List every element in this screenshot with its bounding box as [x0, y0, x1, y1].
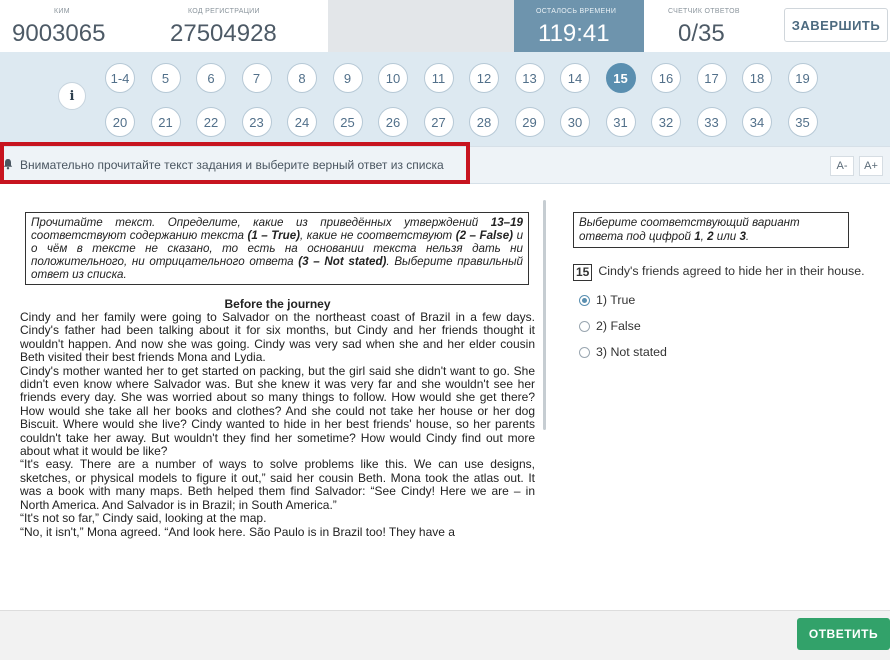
task-text: соответствуют содержанию текста: [31, 229, 248, 242]
question-nav-31[interactable]: 31: [606, 107, 636, 137]
question-statement: [573, 263, 873, 281]
option-number: 1: [694, 230, 701, 243]
answer-option[interactable]: [579, 293, 873, 307]
question-nav-20[interactable]: 20: [105, 107, 135, 137]
highlight-box: [0, 142, 470, 184]
finish-button[interactable]: ЗАВЕРШИТЬ: [784, 8, 888, 42]
story-paragraph: “It's not so far,” Cindy said, looking at the map.: [20, 511, 267, 526]
task-instruction: [25, 212, 529, 285]
question-instruction-text: ,: [700, 230, 708, 243]
task-text: Прочитайте текст. Определите, какие из приведённых утверждений: [31, 216, 491, 229]
question-nav-29[interactable]: 29: [515, 107, 545, 137]
question-instruction-text: Выберите соответствующий вариант ответа под цифрой: [579, 216, 800, 243]
question-number: 15: [573, 264, 592, 281]
story-paragraph: Cindy and her family were going to Salvador on the northeast coast of Brazil in a few days. Cindy's father had been talking about it for six months, but Cindy and her friends thought it wouldn't happen. And now she was going. Cindy was very sad when she and her elder cousin Beth visited their best friends Mona and Lydia.: [20, 310, 535, 365]
question-nav-34[interactable]: 34: [742, 107, 772, 137]
answer-option[interactable]: [579, 319, 873, 333]
timer-value: 119:41: [538, 20, 610, 47]
story-paragraph: Cindy's mother wanted her to get started on packing, but the girl said she didn't want to go. She didn't even know where Salvador was. But she knew it was very far and she wouldn't see her friends every day. She was worried about so many things to follow. How would she get there? How would she take all her books and clothes? And she could not take her house or her dog Biscuit. Where would she live? Cindy wanted to hide in her best friends' house, so her parents couldn't take her away. But wouldn't they find her sometime? How would Cindy find out more about what it would be like?: [20, 363, 535, 459]
question-nav-8[interactable]: 8: [287, 63, 317, 93]
question-nav-32[interactable]: 32: [651, 107, 681, 137]
task-not-stated-label: (3 – Not stated): [298, 255, 387, 268]
question-nav-33[interactable]: 33: [697, 107, 727, 137]
question-nav-25[interactable]: 25: [333, 107, 363, 137]
kim-value: 9003065: [12, 20, 106, 47]
registration-label: КОД РЕГИСТРАЦИИ: [188, 8, 260, 15]
footer-bar: [0, 610, 890, 660]
task-text: . Выберите правильный ответ из списка.: [31, 255, 524, 281]
header-spacer: [328, 0, 514, 52]
answer-options: [573, 293, 873, 359]
answer-option-label: 1) True: [596, 293, 636, 307]
question-nav-13[interactable]: 13: [515, 63, 545, 93]
question-instruction-text: .: [745, 230, 750, 243]
question-instruction-text: или: [713, 230, 740, 243]
info-button[interactable]: i: [58, 82, 86, 110]
radio-button[interactable]: [579, 295, 590, 306]
task-true-label: (1 – True): [247, 229, 301, 242]
question-nav-30[interactable]: 30: [560, 107, 590, 137]
question-nav-18[interactable]: 18: [742, 63, 772, 93]
reading-scrollbar[interactable]: [543, 200, 546, 430]
option-number: 3: [739, 230, 746, 243]
question-nav-17[interactable]: 17: [697, 63, 727, 93]
story-text: [20, 311, 535, 539]
task-text: , какие не соответствуют: [300, 229, 456, 242]
question-nav-14[interactable]: 14: [560, 63, 590, 93]
answer-counter-value: 0/35: [678, 20, 725, 47]
task-range: 13–19: [490, 216, 523, 229]
question-nav-9[interactable]: 9: [333, 63, 363, 93]
radio-button[interactable]: [579, 347, 590, 358]
story-paragraph: “No, it isn't,” Mona agreed. “And look here. São Paulo is in Brazil too! They have a: [20, 524, 455, 539]
task-false-label: (2 – False): [455, 229, 514, 242]
question-nav-11[interactable]: 11: [424, 63, 454, 93]
font-increase-button[interactable]: A+: [859, 156, 883, 176]
question-nav-26[interactable]: 26: [378, 107, 408, 137]
question-nav-35[interactable]: 35: [788, 107, 818, 137]
question-nav-27[interactable]: 27: [424, 107, 454, 137]
answer-option[interactable]: [579, 345, 873, 359]
timer-label: ОСТАЛОСЬ ВРЕМЕНИ: [536, 8, 617, 15]
question-instruction: [573, 212, 849, 248]
timer-panel: [514, 0, 644, 52]
answer-button[interactable]: ОТВЕТИТЬ: [797, 618, 890, 650]
question-nav-23[interactable]: 23: [242, 107, 272, 137]
answer-option-label: 3) Not stated: [596, 345, 667, 359]
question-nav-1-4[interactable]: 1-4: [105, 63, 135, 93]
option-number: 2: [707, 230, 714, 243]
story-title: Before the journey: [224, 297, 331, 311]
radio-button[interactable]: [579, 321, 590, 332]
question-pane: [573, 212, 873, 359]
answer-counter-label: СЧЕТЧИК ОТВЕТОВ: [668, 8, 740, 15]
question-text: Cindy's friends agreed to hide her in their house.: [598, 264, 865, 278]
instruction-text: Внимательно прочитайте текст задания и выберите верный ответ из списка: [20, 158, 444, 172]
story-paragraph: “It's easy. There are a number of ways to solve problems like this. We can use designs, sketches, or physical models to figure it out,” said her cousin Beth. Mona took the atlas out. It was a book with many maps. Beth helped them find Salvador: “See Cindy! Here we are – in North America. And Salvador is in Brazil; in South America.”: [20, 457, 535, 512]
question-nav-19[interactable]: 19: [788, 63, 818, 93]
question-navigation: [0, 52, 890, 146]
question-nav-28[interactable]: 28: [469, 107, 499, 137]
task-text: и о чём в тексте не сказано, то есть на основании текста нельзя дать ни положительного, ни отрицательного ответа: [31, 229, 524, 268]
font-decrease-button[interactable]: A-: [830, 156, 854, 176]
answer-option-label: 2) False: [596, 319, 641, 333]
reading-pane[interactable]: [20, 212, 535, 594]
kim-label: КИМ: [54, 8, 70, 15]
question-nav-10[interactable]: 10: [378, 63, 408, 93]
question-nav-24[interactable]: 24: [287, 107, 317, 137]
question-nav-22[interactable]: 22: [196, 107, 226, 137]
question-nav-7[interactable]: 7: [242, 63, 272, 93]
question-nav-16[interactable]: 16: [651, 63, 681, 93]
question-nav-12[interactable]: 12: [469, 63, 499, 93]
question-nav-15[interactable]: 15: [606, 63, 636, 93]
registration-value: 27504928: [170, 20, 277, 47]
question-nav-21[interactable]: 21: [151, 107, 181, 137]
question-nav-5[interactable]: 5: [151, 63, 181, 93]
header-bar: [0, 0, 890, 52]
question-nav-6[interactable]: 6: [196, 63, 226, 93]
